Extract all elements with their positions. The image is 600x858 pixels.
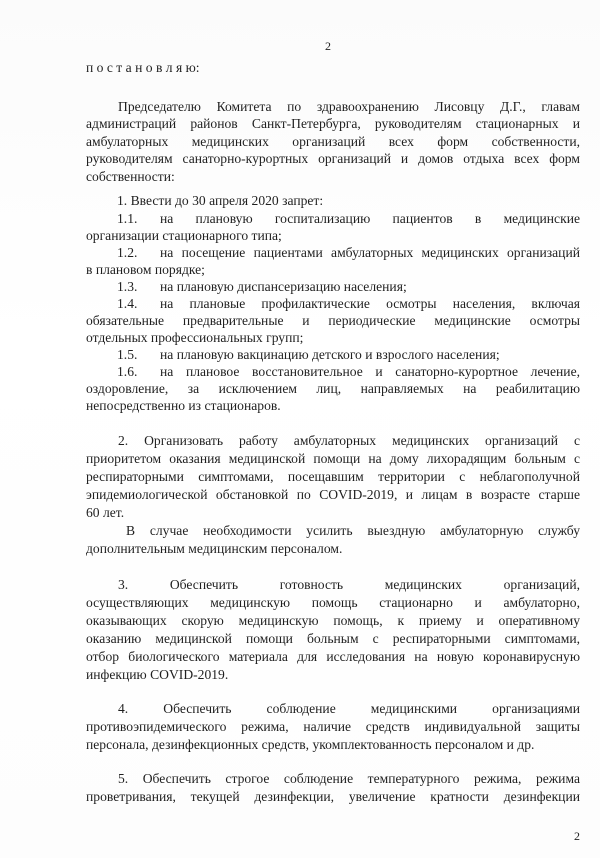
item3-line: 3. Обеспечить готовность медицинских организаций, [118, 577, 580, 592]
subitem-number: 1.5. [117, 347, 138, 362]
item5-line: 5. Обеспечить строгое соблюдение температурного режима, режима [118, 771, 580, 786]
subitem-text: на плановые профилактические осмотры населения, включая [160, 296, 580, 311]
subitem-text: на посещение пациентами амбулаторных медицинских организаций [160, 245, 580, 260]
addressees-line: собственности: [86, 169, 175, 184]
item3-line: оказанию медицинской помощи больным с респираторными симптомами, [86, 631, 580, 646]
item4-line: противоэпидемического режима, наличие средств индивидуальной защиты [86, 719, 580, 734]
item3-line: оказывающих скорую медицинскую помощь, к приему и оперативному [86, 613, 580, 628]
item2-line: 2. Организовать работу амбулаторных медицинских организаций с [118, 433, 580, 448]
item2-line: эпидемиологической обстановкой по COVID-2019, и лицам в возрасте старше [86, 487, 580, 502]
subitem-text: на плановую госпитализацию пациентов в медицинские [160, 211, 580, 226]
item2-line: респираторными симптомами, посещавшим территории с неблагополучной [86, 469, 580, 484]
page-number-top: 2 [325, 39, 331, 53]
decree-word: п о с т а н о в л я ю: [86, 60, 200, 75]
item4-line: 4. Обеспечить соблюдение медицинскими организациями [118, 701, 580, 716]
subitem-text: на плановую вакцинацию детского и взрослого населения; [160, 347, 500, 362]
subitem-text: в плановом порядке; [86, 262, 205, 277]
item3-line: осуществляющих медицинскую помощь стационарно и амбулаторно, [86, 595, 580, 610]
subitem-number: 1.4. [117, 296, 138, 311]
item2-line: приоритетом оказания медицинской помощи на дому лихорадящим больным с [86, 451, 580, 466]
addressees-line: руководителям санаторно-курортных организаций и домов отдыха всех форм [86, 151, 580, 166]
subitem-number: 1.2. [117, 245, 138, 260]
item4-line: персонала, дезинфекционных средств, укомплектованность персоналом и др. [86, 737, 535, 752]
subitem-number: 1.3. [117, 279, 138, 294]
subitem-number: 1.6. [117, 364, 138, 379]
subitem-text: на плановое восстановительное и санаторно-курортное лечение, [160, 364, 580, 379]
item2-extra-line: В случае необходимости усилить выездную амбулаторную службу [126, 523, 580, 538]
subitem-text: оздоровление, за исключением лиц, направляемых на реабилитацию [86, 381, 580, 396]
addressees-line: Председателю Комитета по здравоохранению Лисовцу Д.Г., главам [118, 99, 580, 114]
item1-title: 1. Ввести до 30 апреля 2020 запрет: [117, 193, 324, 208]
item2-extra-line: дополнительным медицинским персоналом. [86, 541, 343, 556]
subitem-text: организации стационарного типа; [86, 228, 282, 243]
item3-line: инфекцию COVID-2019. [86, 667, 229, 682]
subitem-text: непосредственно из стационаров. [86, 398, 281, 413]
subitem-text: на плановую диспансеризацию населения; [160, 279, 407, 294]
item5-line: проветривания, текущей дезинфекции, увеличение кратности дезинфекции [86, 789, 580, 804]
subitem-text: отдельных профессиональных групп; [86, 330, 304, 345]
item3-line: отбор биологического материала для исследования на новую коронавирусную [86, 649, 580, 664]
subitem-number: 1.1. [117, 211, 138, 226]
subitem-text: обязательные предварительные и периодические медицинские осмотры [86, 313, 580, 328]
page-number-bottom: 2 [574, 829, 580, 843]
addressees-line: администраций районов Санкт-Петербурга, руководителям стационарных и [86, 116, 580, 131]
addressees-line: амбулаторных медицинских организаций всех форм собственности, [86, 134, 580, 149]
item2-line: 60 лет. [86, 505, 125, 520]
